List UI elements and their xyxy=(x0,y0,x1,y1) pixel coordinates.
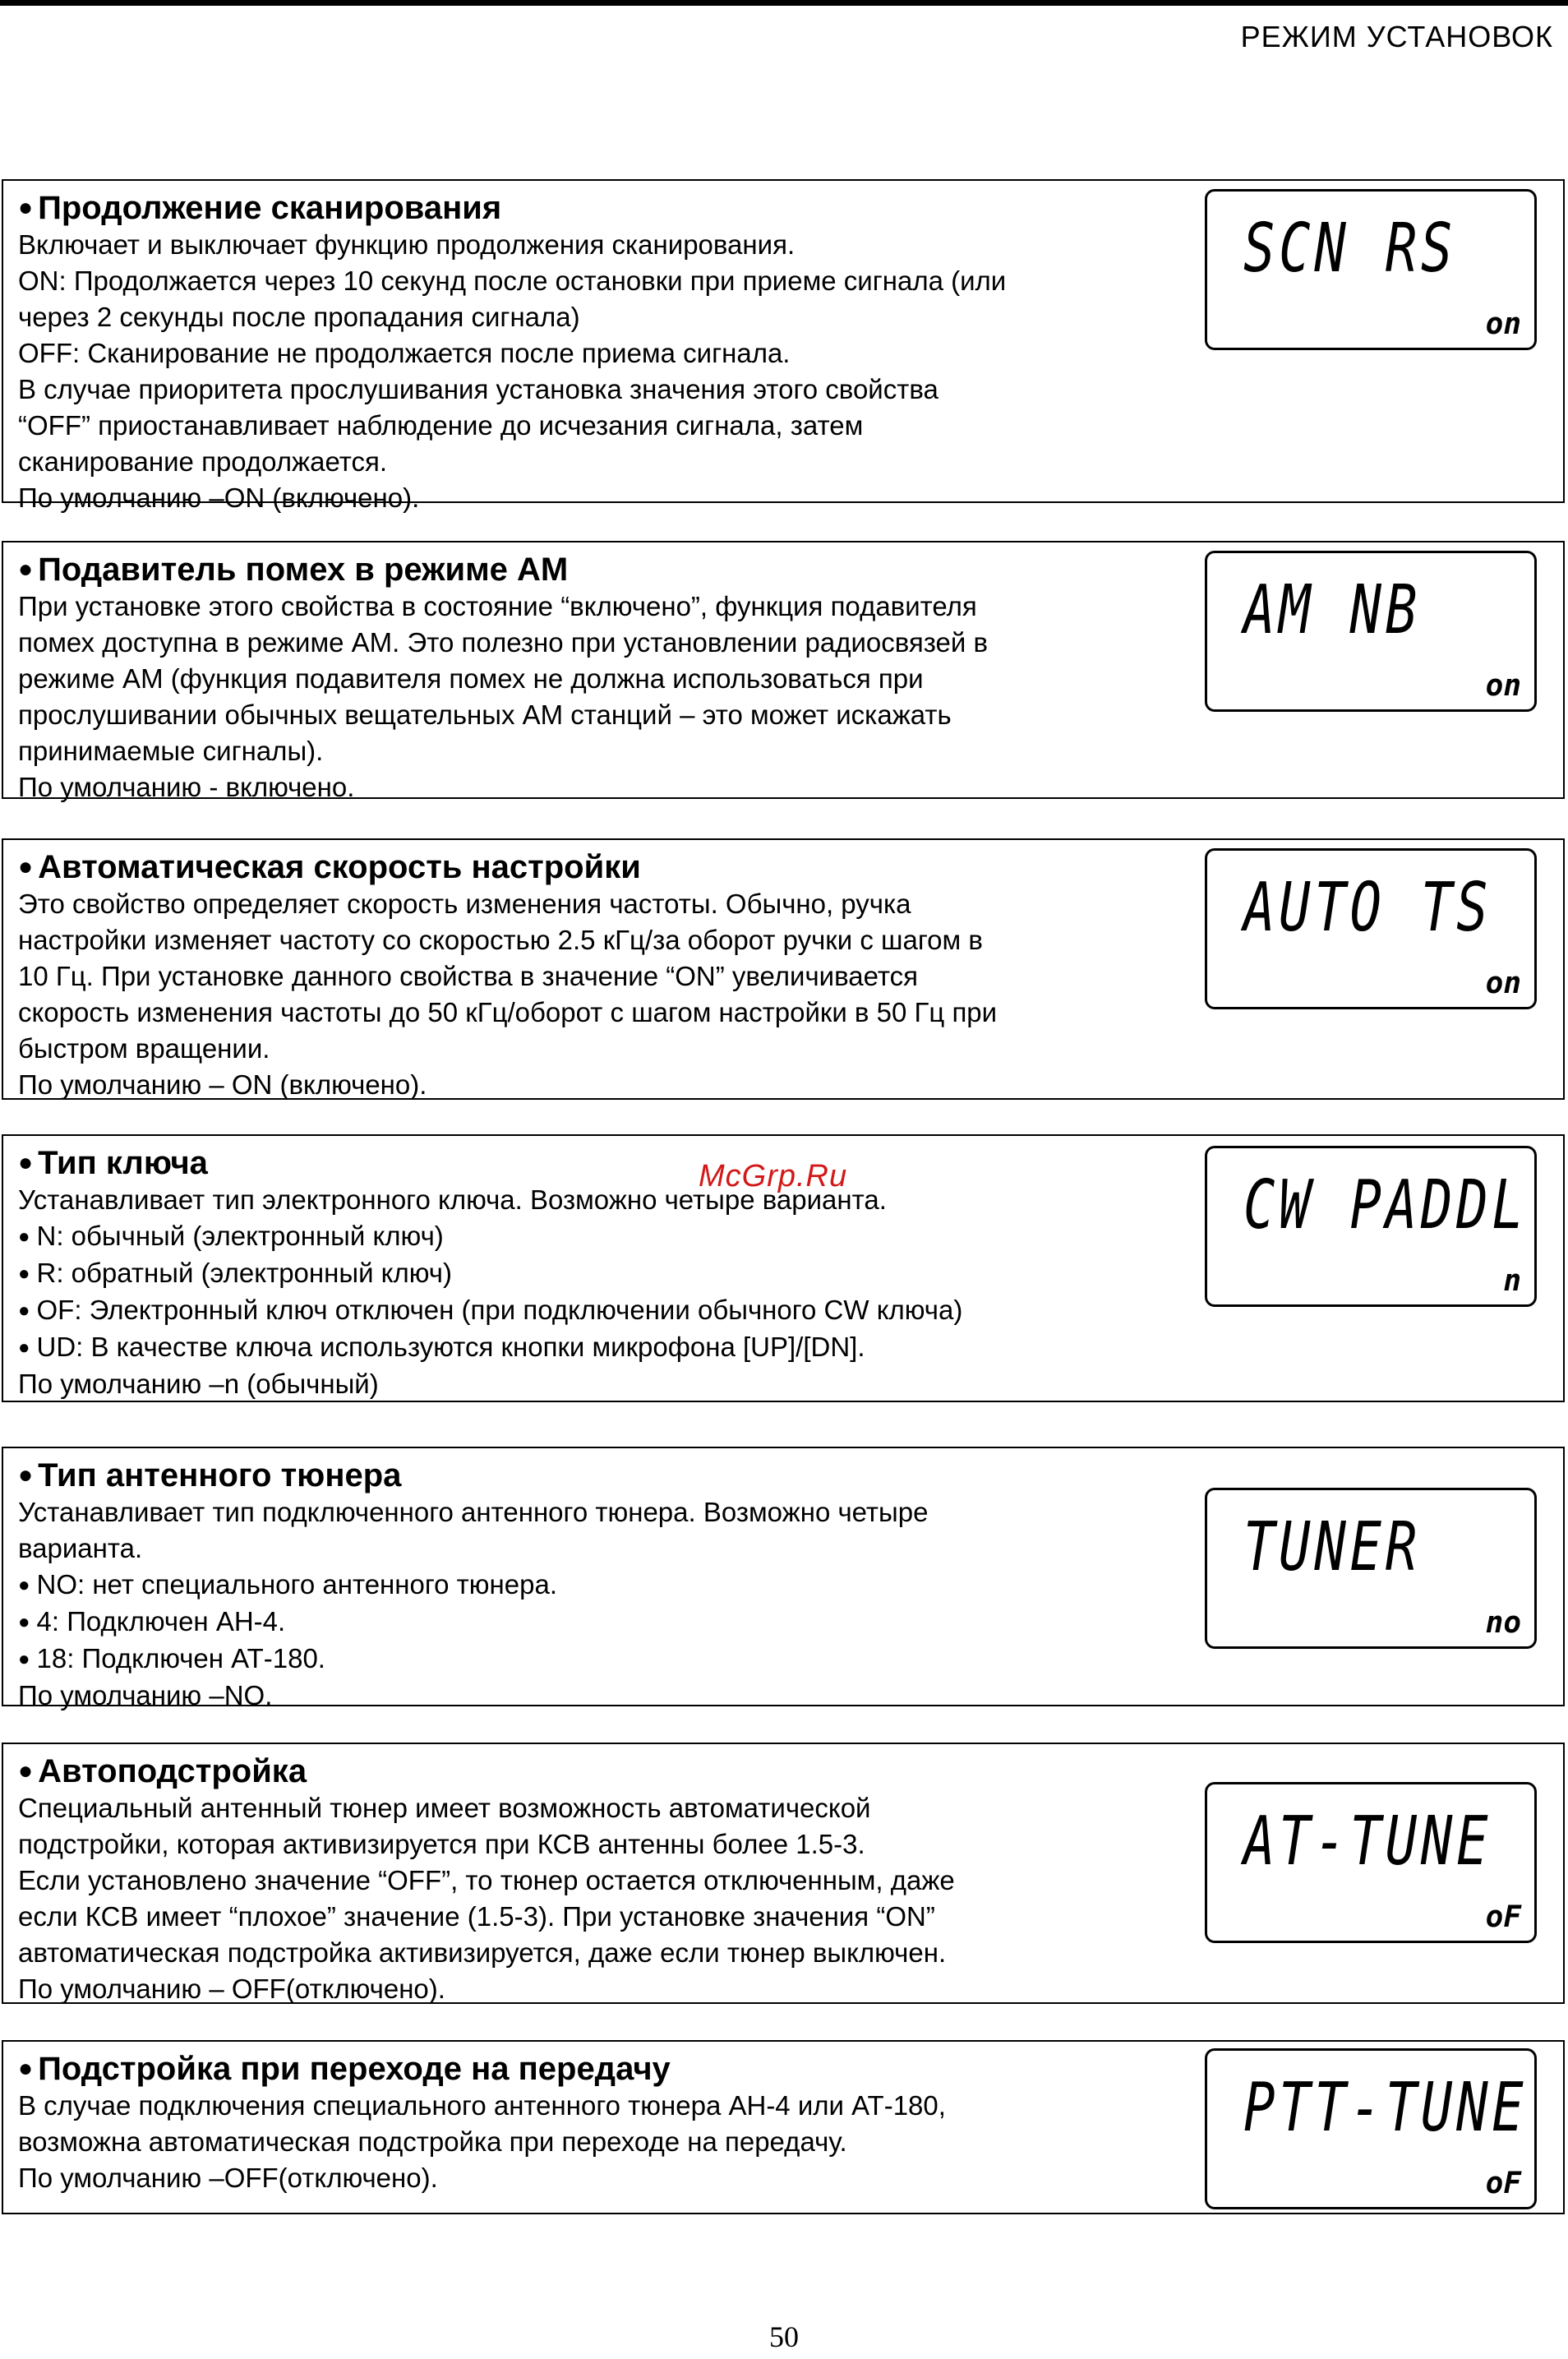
body-line xyxy=(18,922,1177,958)
body-line xyxy=(18,1255,1177,1292)
body-line-text: быстром вращении. xyxy=(18,1033,270,1064)
body-line-text: Если установлено значение “OFF”, то тюнер остается отключенным, даже xyxy=(18,1865,955,1895)
body-line xyxy=(18,1971,1177,2007)
bullet-icon: ● xyxy=(18,2055,34,2082)
body-line xyxy=(18,408,1177,444)
body-line xyxy=(18,1182,1177,1218)
body-line xyxy=(18,697,1177,733)
settings-section xyxy=(2,1447,1565,1710)
body-line-text: По умолчанию – OFF(отключено). xyxy=(18,1974,445,2004)
lcd-setting-value: oF xyxy=(1485,1900,1521,1934)
body-line xyxy=(18,227,1177,263)
body-line-text: По умолчанию – ON (включено). xyxy=(18,1069,427,1100)
bullet-icon: ● xyxy=(18,1648,30,1670)
top-rule xyxy=(0,0,1568,6)
lcd-setting-value: on xyxy=(1485,967,1521,1000)
body-line-text: помех доступна в режиме АМ. Это полезно при установлении радиосвязей в xyxy=(18,627,989,658)
body-line xyxy=(18,1790,1177,1826)
lcd-display xyxy=(1205,2048,1537,2209)
section-title xyxy=(18,189,1177,227)
body-line xyxy=(18,1292,1177,1329)
body-line xyxy=(18,1530,1177,1567)
settings-section xyxy=(2,2040,1565,2214)
body-line-text: скорость изменения частоты до 50 кГц/оборот с шагом настройки в 50 Гц при xyxy=(18,997,998,1027)
section-title-text: Продолжение сканирования xyxy=(38,190,502,226)
body-line xyxy=(18,589,1177,625)
lcd-setting-value: oF xyxy=(1485,2167,1521,2200)
bullet-icon: ● xyxy=(18,853,34,880)
body-line-text: 10 Гц. При установке данного свойства в значение “ON” увеличивается xyxy=(18,961,918,991)
body-line xyxy=(18,444,1177,480)
body-line xyxy=(18,1826,1177,1863)
page-header-title: РЕЖИМ УСТАНОВОК xyxy=(1240,20,1553,53)
section-title-text: Подавитель помех в режиме АМ xyxy=(38,552,569,588)
body-line-text: OFF: Сканирование не продолжается после приема сигнала. xyxy=(18,338,791,368)
section-title xyxy=(18,551,1177,589)
body-line xyxy=(18,299,1177,335)
body-line xyxy=(18,2088,1177,2124)
body-line-text: настройки изменяет частоту со скоростью 2.5 кГц/за оборот ручки с шагом в xyxy=(18,925,983,955)
body-line-text: Устанавливает тип подключенного антенного тюнера. Возможно четыре xyxy=(18,1497,929,1527)
lcd-setting-value: no xyxy=(1485,1606,1521,1640)
body-line xyxy=(18,1863,1177,1899)
bullet-icon: ● xyxy=(18,1226,30,1248)
body-line-text: Включает и выключает функцию продолжения сканирования. xyxy=(18,229,796,260)
section-title xyxy=(18,1456,1177,1494)
body-line-text: По умолчанию –n (обычный) xyxy=(18,1369,379,1399)
body-line-text: По умолчанию –NO. xyxy=(18,1680,273,1710)
bullet-icon: ● xyxy=(18,1300,30,1322)
body-line-text: варианта. xyxy=(18,1533,143,1563)
body-line-text: OF: Электронный ключ отключен (при подключении обычного CW ключа) xyxy=(36,1295,963,1325)
bullet-icon: ● xyxy=(18,1149,34,1176)
lcd-setting-name: TUNER xyxy=(1243,1508,1421,1586)
body-line xyxy=(18,1935,1177,1971)
body-line-text: По умолчанию –ON (включено). xyxy=(18,482,420,513)
body-line xyxy=(18,372,1177,408)
body-line-text: прослушивании обычных вещательных АМ станций – это может искажать xyxy=(18,699,952,730)
body-line xyxy=(18,335,1177,372)
lcd-display xyxy=(1205,848,1537,1009)
bullet-icon: ● xyxy=(18,1461,34,1489)
settings-section xyxy=(2,179,1565,513)
watermark: McGrp.Ru xyxy=(699,1159,848,1193)
body-line xyxy=(18,625,1177,661)
settings-section xyxy=(2,838,1565,1100)
lcd-setting-name: PTT-TUNE xyxy=(1243,2069,1528,2147)
body-line-text: В случае подключения специального антенного тюнера АН-4 или АТ-180, xyxy=(18,2090,946,2121)
body-line-text: По умолчанию –OFF(отключено). xyxy=(18,2163,438,2193)
section-title-text: Автоподстройка xyxy=(38,1753,307,1789)
lcd-display xyxy=(1205,1146,1537,1307)
page-number: 50 xyxy=(769,2320,799,2353)
body-line xyxy=(18,263,1177,299)
bullet-icon: ● xyxy=(18,1263,30,1285)
body-line xyxy=(18,1567,1177,1604)
body-line xyxy=(18,1366,1177,1402)
section-title-text: Тип антенного тюнера xyxy=(38,1457,402,1493)
lcd-setting-name: AM NB xyxy=(1243,571,1421,649)
body-line-text: “OFF” приостанавливает наблюдение до исчезания сигнала, затем xyxy=(18,410,864,441)
section-title xyxy=(18,1144,1177,1182)
body-line xyxy=(18,1494,1177,1530)
body-line-text: 18: Подключен АТ-180. xyxy=(36,1643,325,1673)
body-line xyxy=(18,1031,1177,1067)
body-line xyxy=(18,1899,1177,1935)
section-text xyxy=(18,1144,1177,1402)
section-title-text: Тип ключа xyxy=(38,1145,208,1181)
lcd-setting-value: n xyxy=(1503,1264,1521,1298)
body-line xyxy=(18,2124,1177,2160)
bullet-icon: ● xyxy=(18,194,34,221)
body-line-text: Устанавливает тип электронного ключа. Возможно четыре варианта. xyxy=(18,1184,887,1215)
body-line-text: R: обратный (электронный ключ) xyxy=(36,1258,452,1288)
body-line xyxy=(18,886,1177,922)
lcd-setting-name: AT-TUNE xyxy=(1243,1803,1492,1881)
body-line xyxy=(18,1329,1177,1366)
section-text xyxy=(18,848,1177,1103)
lcd-display xyxy=(1205,551,1537,712)
section-text xyxy=(18,551,1177,806)
lcd-display xyxy=(1205,189,1537,350)
body-line-text: режиме АМ (функция подавителя помех не должна использоваться при xyxy=(18,663,924,694)
body-line-text: подстройки, которая активизируется при КСВ антенны более 1.5-3. xyxy=(18,1829,865,1859)
body-line-text: UD: В качестве ключа используются кнопки микрофона [UP]/[DN]. xyxy=(36,1332,865,1362)
body-line-text: В случае приоритета прослушивания установка значения этого свойства xyxy=(18,374,938,404)
body-line xyxy=(18,958,1177,995)
section-title-text: Подстройка при переходе на передачу xyxy=(38,2051,671,2087)
body-line xyxy=(18,661,1177,697)
body-line xyxy=(18,480,1177,516)
body-line xyxy=(18,1218,1177,1255)
body-line-text: через 2 секунды после пропадания сигнала) xyxy=(18,302,580,332)
body-line-text: По умолчанию - включено. xyxy=(18,772,355,802)
section-text xyxy=(18,1456,1177,1714)
section-text xyxy=(18,1752,1177,2007)
body-line-text: Это свойство определяет скорость изменения частоты. Обычно, ручка xyxy=(18,889,911,919)
body-line xyxy=(18,2160,1177,2196)
lcd-display xyxy=(1205,1488,1537,1649)
lcd-setting-value: on xyxy=(1485,669,1521,703)
body-line-text: возможна автоматическая подстройка при переходе на передачу. xyxy=(18,2126,847,2157)
body-line-text: 4: Подключен АН-4. xyxy=(36,1606,286,1637)
body-line-text: автоматическая подстройка активизируется, даже если тюнер выключен. xyxy=(18,1937,947,1968)
body-line xyxy=(18,1678,1177,1714)
body-line xyxy=(18,1604,1177,1641)
lcd-setting-value: on xyxy=(1485,307,1521,341)
settings-section xyxy=(2,1743,1565,2004)
body-line-text: При установке этого свойства в состояние “включено”, функция подавителя xyxy=(18,591,977,621)
section-title-text: Автоматическая скорость настройки xyxy=(38,849,641,885)
section-title xyxy=(18,1752,1177,1790)
body-line-text: сканирование продолжается. xyxy=(18,446,388,477)
body-line-text: принимаемые сигналы). xyxy=(18,736,324,766)
section-text xyxy=(18,2050,1177,2196)
body-line xyxy=(18,1067,1177,1103)
lcd-setting-name: AUTO TS xyxy=(1243,869,1492,947)
body-line xyxy=(18,995,1177,1031)
bullet-icon: ● xyxy=(18,1611,30,1633)
bullet-icon: ● xyxy=(18,1574,30,1596)
body-line-text: если КСВ имеет “плохое” значение (1.5-3). При установке значения “ON” xyxy=(18,1901,935,1932)
lcd-setting-name: CW PADDL xyxy=(1243,1166,1528,1244)
body-line-text: NO: нет специального антенного тюнера. xyxy=(36,1569,557,1600)
bullet-icon: ● xyxy=(18,556,34,583)
body-line xyxy=(18,769,1177,806)
section-text xyxy=(18,189,1177,516)
section-title xyxy=(18,848,1177,886)
body-line xyxy=(18,1641,1177,1678)
body-line-text: Специальный антенный тюнер имеет возможность автоматической xyxy=(18,1793,871,1823)
body-line xyxy=(18,733,1177,769)
body-line-text: ON: Продолжается через 10 секунд после остановки при приеме сигнала (или xyxy=(18,265,1007,296)
settings-section xyxy=(2,541,1565,802)
lcd-setting-name: SCN RS xyxy=(1243,210,1457,288)
body-line-text: N: обычный (электронный ключ) xyxy=(36,1221,444,1251)
bullet-icon: ● xyxy=(18,1757,34,1784)
section-title xyxy=(18,2050,1177,2088)
lcd-display xyxy=(1205,1782,1537,1943)
bullet-icon: ● xyxy=(18,1336,30,1359)
